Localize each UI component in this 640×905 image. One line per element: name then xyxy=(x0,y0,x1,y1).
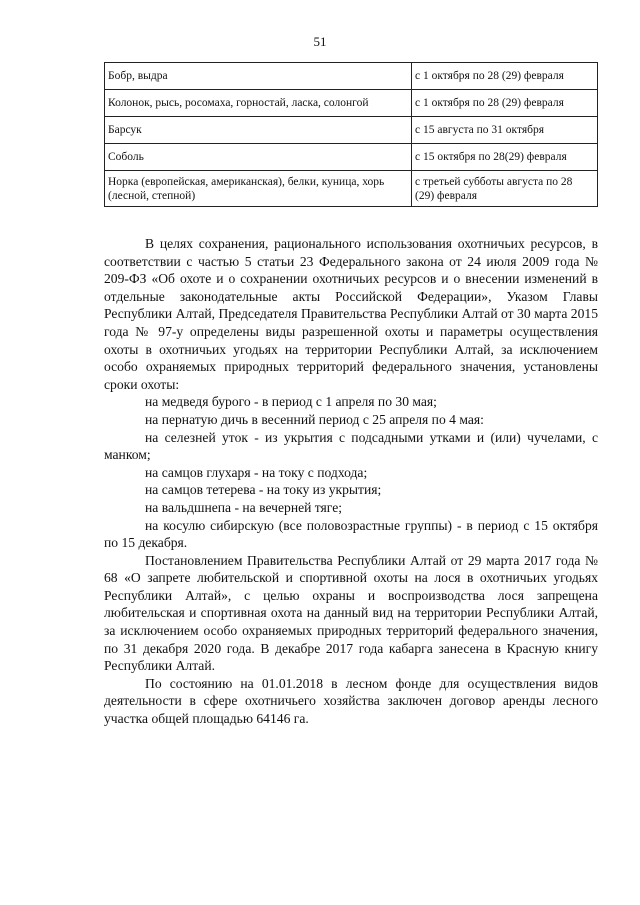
hunting-seasons-table xyxy=(104,62,598,207)
list-item: на самцов глухаря - на току с подхода; xyxy=(145,464,368,480)
table-row xyxy=(105,63,598,90)
list-item: на самцов тетерева - на току из укрытия; xyxy=(145,482,382,498)
period-cell: с 1 октября по 28 (29) февраля xyxy=(412,90,598,117)
page-number: 51 xyxy=(313,34,327,49)
animal-cell: Бобр, выдра xyxy=(105,63,412,90)
animal-cell: Колонок, рысь, росомаха, горностай, ласка, солонгой xyxy=(105,90,412,117)
table-row xyxy=(105,144,598,171)
list-item: на косулю сибирскую (все половозрастные группы) - в период с 15 октября по 15 декабря. xyxy=(104,517,598,551)
table-row xyxy=(105,171,598,207)
table-row xyxy=(105,90,598,117)
decree-paragraph: Постановлением Правительства Республики Алтай от 29 марта 2017 года № 68 «О запрете любительской и спортивной охоты на лося в охотничьих угодьях Республики Алтай», с целью охраны и воспроизводства лося запрещена любительская и спортивная охота на данный вид на территории Республики Алтай, за исключением особо охраняемых природных территорий федерального значения, по 31 декабря 2020 года. В декабре 2017 года кабарга занесена в Красную книгу Республики Алтай. xyxy=(104,552,598,674)
list-item: на медведя бурого - в период с 1 апреля по 30 мая; xyxy=(145,394,437,410)
table-row xyxy=(105,117,598,144)
list-item: на селезней уток - из укрытия с подсадными утками и (или) чучелами, с манком; xyxy=(104,429,598,463)
period-cell: с третьей субботы августа по 28 (29) февраля xyxy=(412,171,598,207)
list-item: на пернатую дичь в весенний период с 25 апреля по 4 мая: xyxy=(145,411,484,427)
list-item: на вальдшнепа - на вечерней тяге; xyxy=(145,499,343,515)
animal-cell: Соболь xyxy=(105,144,412,171)
period-cell: с 15 августа по 31 октября xyxy=(412,117,598,144)
animal-cell: Барсук xyxy=(105,117,412,144)
lease-paragraph: По состоянию на 01.01.2018 в лесном фонде для осуществления видов деятельности в сфере охотничьего хозяйства заключен договор аренды лесного участка общей площадью 64146 га. xyxy=(104,675,598,727)
body-text xyxy=(104,235,598,728)
intro-paragraph: В целях сохранения, рационального использования охотничьих ресурсов, в соответствии с частью 5 статьи 23 Федерального закона от 24 июля 2009 года № 209-ФЗ «Об охоте и о сохранении охотничьих ресурсов и о внесении изменений в отдельные законодательные акты Российской Федерации», Указом Главы Республики Алтай, Председателя Правительства Республики Алтай от 30 марта 2015 года № 97-у определены виды разрешенной охоты и параметры осуществления охоты в охотничьих угодьях на территории Республики Алтай, за исключением особо охраняемых природных территорий федерального значения, установлены сроки охоты: xyxy=(104,236,598,392)
period-cell: с 1 октября по 28 (29) февраля xyxy=(412,63,598,90)
period-cell: с 15 октября по 28(29) февраля xyxy=(412,144,598,171)
animal-cell: Норка (европейская, американская), белки, куница, хорь (лесной, степной) xyxy=(105,171,412,207)
